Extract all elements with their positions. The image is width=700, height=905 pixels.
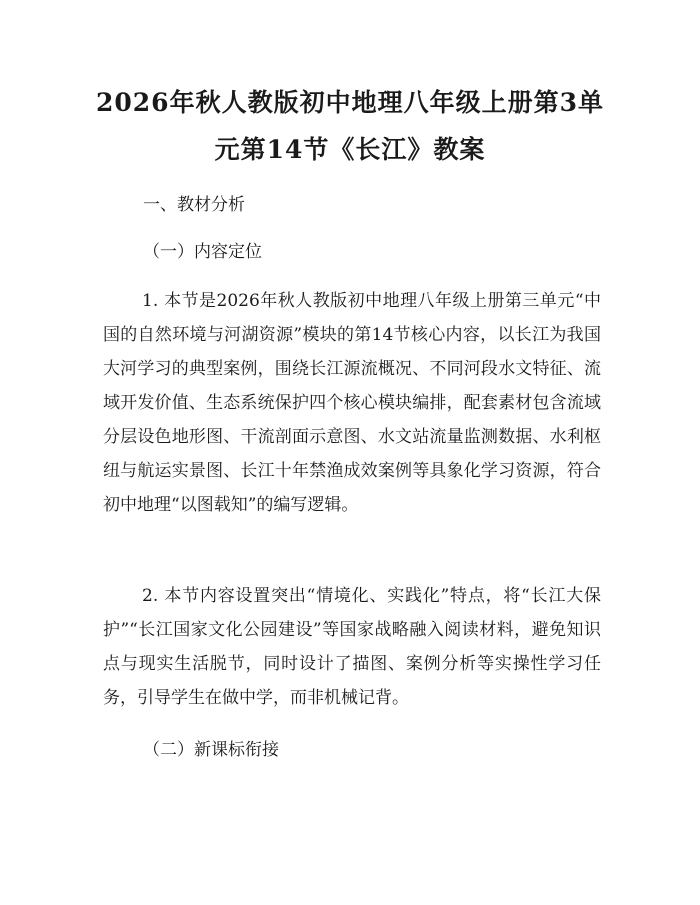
section-heading-analysis: 一、教材分析 (143, 195, 245, 215)
paragraph-content-features: 2. 本节内容设置突出“情境化、实践化”特点，将“长江大保护”“长江国家文化公园建设”等国家战略融入阅读材料，避免知识点与现实生活脱节，同时设计了描图、案例分析等实操性学习任务，引导学生在做中学，而非机械记背。 (103, 586, 601, 708)
document-title-line-1: 2026年秋人教版初中地理八年级上册第3单 (96, 88, 604, 117)
document-title-line-2: 元第14节《长江》教案 (214, 135, 486, 164)
subsection-heading-positioning: （一）内容定位 (143, 242, 262, 262)
subsection-heading-curriculum: （二）新课标衔接 (143, 740, 279, 760)
paragraph-content-positioning: 1. 本节是2026年秋人教版初中地理八年级上册第三单元“中国的自然环境与河湖资源”模块的第14节核心内容，以长江为我国大河学习的典型案例，围绕长江源流概况、不同河段水文特征、流域开发价值、生态系统保护四个核心模块编排，配套素材包含流域分层设色地形图、干流剖面示意图、水文站流量监测数据、水利枢纽与航运实景图、长江十年禁渔成效案例等具象化学习资源，符合初中地理“以图载知”的编写逻辑。 (103, 291, 601, 515)
